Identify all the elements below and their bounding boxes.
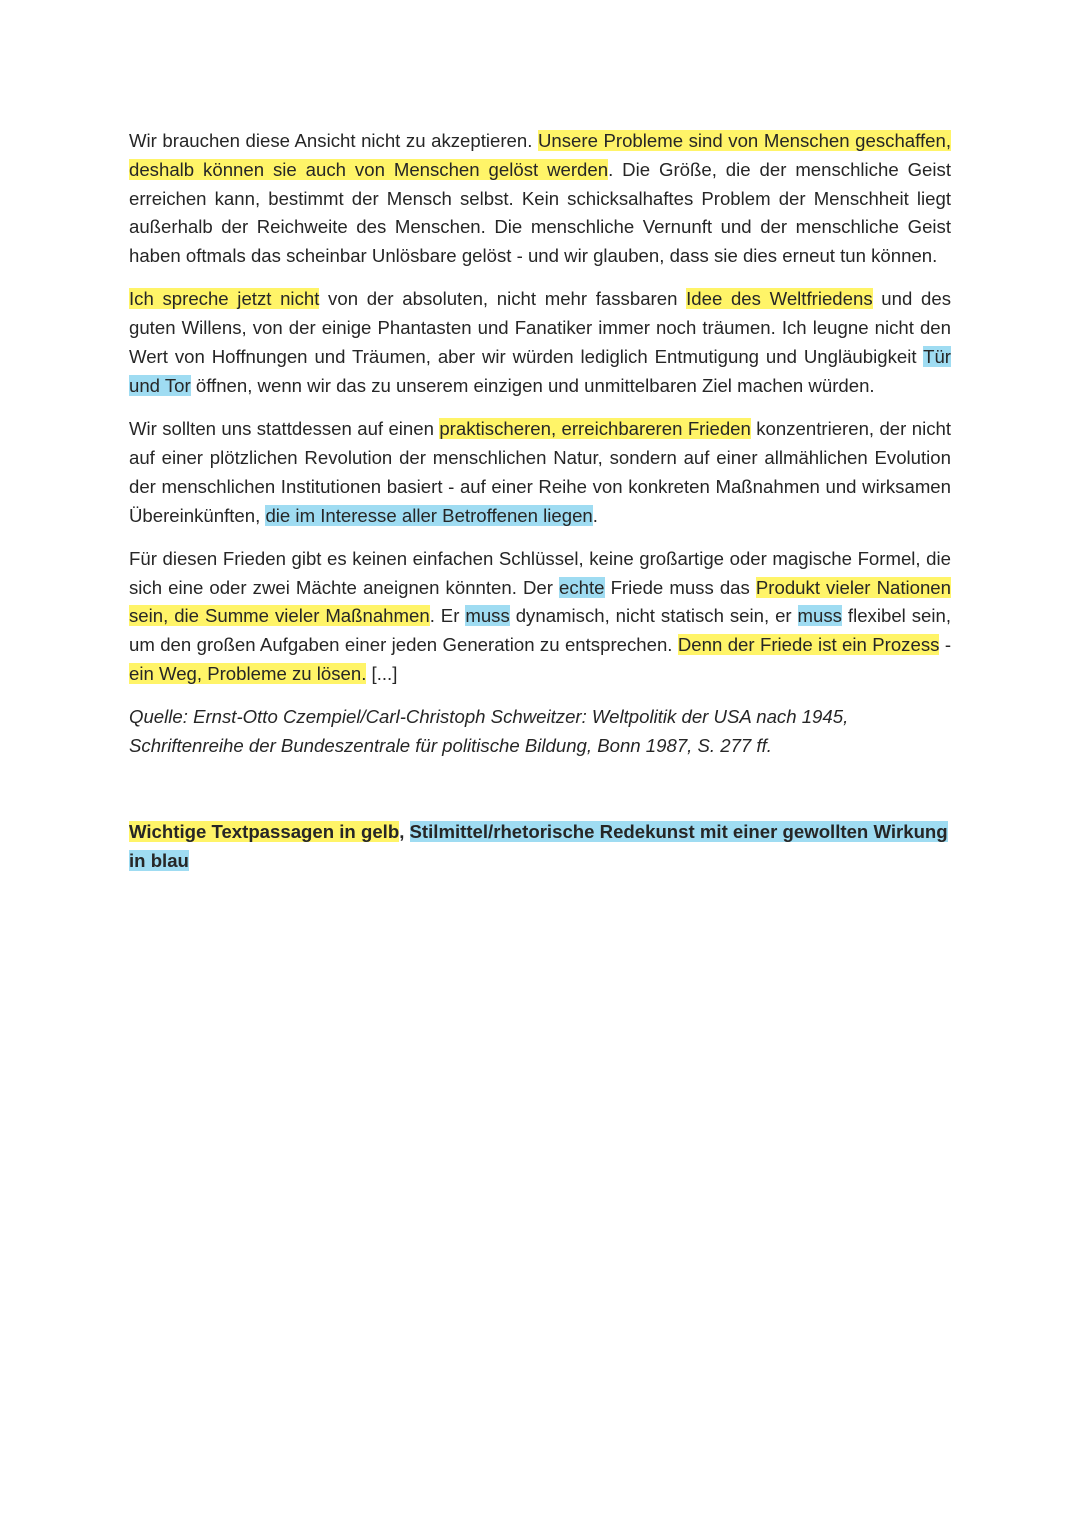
speech-text: [129, 127, 951, 689]
highlight-yellow: ein Weg, Probleme zu lösen.: [129, 663, 367, 685]
text-segment: [...]: [366, 663, 398, 685]
highlight-blue: Tür und Tor: [129, 346, 951, 396]
legend-yellow-label: Wichtige Textpassagen in gelb: [129, 820, 400, 842]
highlight-yellow: praktischeren, erreichbareren Frieden: [439, 418, 751, 440]
highlight-yellow: Produkt vieler Nationen sein, die Summe vieler Maßnahmen: [129, 576, 951, 627]
text-segment: Wir brauchen diese Ansicht nicht zu akzeptieren.: [129, 130, 538, 151]
highlight-legend: [129, 818, 951, 876]
text-segment: von der absoluten, nicht mehr fassbaren: [319, 288, 687, 310]
text-segment: öffnen, wenn wir das zu unserem einzigen und unmittelbaren Ziel machen würden.: [190, 374, 875, 396]
source-citation: Quelle: Ernst-Otto Czempiel/Carl-Christoph Schweitzer: Weltpolitik der USA nach 1945, Schriftenreihe der Bundeszentrale für politische Bildung, Bonn 1987, S. 277 ff.: [129, 706, 849, 757]
highlight-blue: muss: [797, 605, 842, 627]
legend-blue-label: Stilmittel/rhetorische Redekunst mit einer gewollten Wirkung in blau: [129, 820, 948, 871]
document-page: [129, 127, 951, 876]
paragraph: [129, 415, 951, 530]
highlight-yellow: Idee des Weltfriedens: [686, 288, 873, 310]
text-segment: dynamisch, nicht statisch sein, er: [509, 605, 798, 627]
text-segment: Friede muss das: [604, 576, 756, 598]
text-segment: konzentrieren, der nicht auf einer plötzlichen Revolution der menschlichen Natur, sondern auf einer allmählichen Evolution der menschlichen Institutionen basiert - auf einer Reihe von konkreten Maßnahmen und wirksamen Übereinkünften,: [129, 418, 952, 526]
paragraph: [129, 127, 951, 271]
paragraph: [129, 285, 951, 400]
paragraph: [129, 545, 951, 689]
text-segment: . Die Größe, die der menschliche Geist erreichen kann, bestimmt der Mensch selbst. Kein schicksalhaftes Problem der Menschheit liegt außerhalb der Reichweite des Menschen. Die menschliche Vernunft und der menschliche Geist haben oftmals das scheinbar Unlösbare gelöst - und wir glauben, dass sie dies erneut tun können.: [129, 158, 951, 267]
text-segment: und des guten Willens, von der einige Phantasten und Fanatiker immer noch träumen. Ich leugne nicht den Wert von Hoffnungen und Träumen, aber wir würden lediglich Entmutigung und Ungläubigkeit: [129, 288, 951, 368]
highlight-blue: echte: [559, 576, 605, 598]
text-segment: Wir sollten uns stattdessen auf einen: [129, 418, 440, 440]
highlight-blue: die im Interesse aller Betroffenen liegen: [265, 504, 593, 526]
text-segment: . Er: [429, 605, 466, 627]
highlight-yellow: Unsere Probleme sind von Menschen geschaffen, deshalb können sie auch von Menschen gelöst werden: [129, 130, 951, 180]
text-segment: .: [592, 504, 598, 526]
highlight-blue: muss: [465, 605, 510, 627]
highlight-yellow: Ich spreche jetzt nicht: [129, 288, 320, 310]
legend-separator: ,: [399, 820, 410, 842]
text-segment: -: [939, 634, 952, 656]
highlight-yellow: Denn der Friede ist ein Prozess: [677, 634, 940, 656]
text-segment: Für diesen Frieden gibt es keinen einfachen Schlüssel, keine großartige oder magische Formel, die sich eine oder zwei Mächte aneignen könnten. Der: [129, 547, 951, 598]
text-segment: flexibel sein, um den großen Aufgaben einer jeden Generation zu entsprechen.: [129, 605, 952, 656]
